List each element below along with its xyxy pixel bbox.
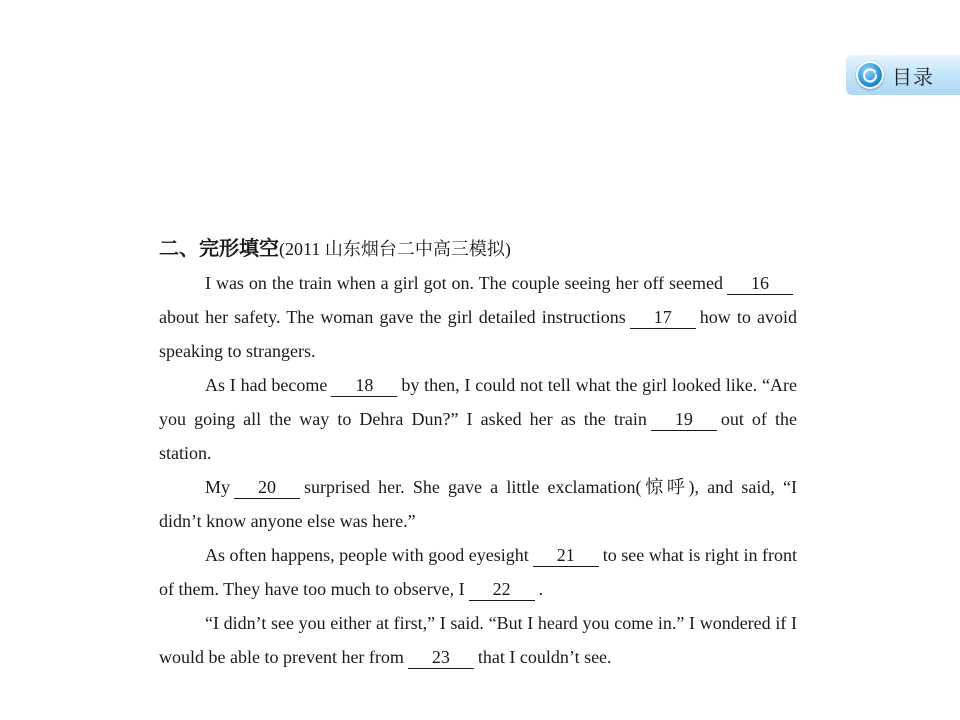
- passage-text: “I didn’t see you either at first,” I said. “But I heard you come in.” I wondered if I would be able to prevent her from: [159, 613, 797, 667]
- blank-23: 23: [408, 646, 474, 669]
- passage-text: My: [205, 477, 231, 497]
- passage-text: to see what is right in front of them. They have too much to observe, I: [159, 545, 797, 599]
- passage-text: out of the station.: [159, 409, 797, 463]
- exercise-content: [159, 230, 797, 674]
- section-heading: [159, 230, 797, 266]
- paragraph: [159, 470, 797, 538]
- paragraph: [159, 538, 797, 606]
- passage-text: surprised her. She gave a little exclamation(惊呼), and said, “I didn’t know anyone else was here.”: [159, 477, 797, 531]
- passage-text: that I couldn’t see.: [477, 647, 612, 667]
- passage-text: .: [538, 579, 544, 599]
- refresh-icon: [856, 61, 884, 89]
- paragraph: [159, 606, 797, 674]
- paragraph: [159, 368, 797, 470]
- blank-22: 22: [469, 578, 535, 601]
- passage-text: I was on the train when a girl got on. The couple seeing her off seemed: [205, 273, 723, 293]
- section-title: 二、完形填空: [159, 236, 279, 260]
- blank-21: 21: [533, 544, 599, 567]
- passage-text: As often happens, people with good eyesight: [205, 545, 529, 565]
- section-source: (2011 山东烟台二中高三模拟): [279, 239, 511, 259]
- passage-text: As I had become: [205, 375, 328, 395]
- passage-text: how to avoid speaking to strangers.: [159, 307, 797, 361]
- blank-20: 20: [234, 476, 300, 499]
- passage-text: about her safety. The woman gave the girl detailed instructions: [159, 307, 626, 327]
- blank-19: 19: [651, 408, 717, 431]
- blank-17: 17: [630, 306, 696, 329]
- toc-label: 目录: [892, 64, 934, 89]
- cloze-passage: [159, 266, 797, 674]
- blank-18: 18: [331, 374, 397, 397]
- blank-16: 16: [727, 272, 793, 295]
- toc-button[interactable]: [846, 55, 960, 95]
- paragraph: [159, 266, 797, 368]
- passage-text: by then, I could not tell what the girl looked like. “Are you going all the way to Dehra Dun?” I asked her as the train: [159, 375, 797, 429]
